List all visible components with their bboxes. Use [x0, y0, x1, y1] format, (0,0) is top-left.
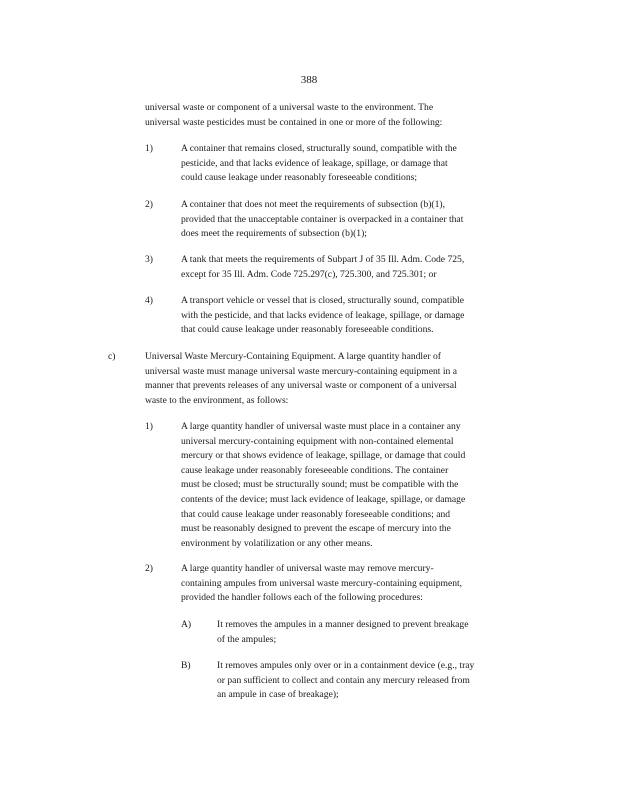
- item-line: A large quantity handler of universal waste may remove mercury-: [181, 563, 434, 574]
- procedure-line: an ampule in case of breakage);: [217, 689, 339, 701]
- item-line: except for 35 Ill. Adm. Code 725.297(c), 725.300, and 725.301; or: [181, 268, 437, 280]
- item-line: containing ampules from universal waste mercury-containing equipment,: [181, 577, 463, 589]
- procedure-label: A): [181, 619, 192, 630]
- intro-line: universal waste or component of a universal waste to the environment. The: [145, 102, 434, 113]
- pesticide-item-1: [181, 142, 527, 186]
- item-line: A transport vehicle or vessel that is closed, structurally sound, compatible: [181, 295, 464, 306]
- item-line: cause leakage under reasonably foreseeable conditions. The container: [181, 464, 449, 476]
- item-label: 1): [145, 143, 153, 154]
- item-line: provided the handler follows each of the following procedures:: [181, 592, 423, 604]
- item-line: must be reasonably designed to prevent the escape of mercury into the: [181, 523, 451, 535]
- item-label: 1): [145, 421, 153, 432]
- item-line: pesticide, and that lacks evidence of leakage, spillage, or damage that: [181, 157, 448, 169]
- section-line: Universal Waste Mercury-Containing Equipment. A large quantity handler of: [145, 351, 441, 362]
- item-line: universal mercury-containing equipment with non-contained elemental: [181, 435, 454, 447]
- intro-line: universal waste pesticides must be contained in one or more of the following:: [145, 116, 443, 128]
- item-line: mercury or that shows evidence of leakage, spillage, or damage that could: [181, 450, 466, 462]
- item-line: provided that the unacceptable container is overpacked in a container that: [181, 213, 464, 225]
- mercury-item-1: [181, 420, 536, 551]
- section-c-paragraph: [145, 350, 537, 408]
- item-line: could cause leakage under reasonably foreseeable conditions;: [181, 172, 418, 184]
- item-line: A tank that meets the requirements of Subpart J of 35 Ill. Adm. Code 725,: [181, 254, 465, 265]
- page-number: 388: [300, 74, 318, 86]
- item-label: 2): [145, 199, 153, 210]
- item-line: A container that does not meet the requirements of subsection (b)(1),: [181, 199, 446, 210]
- procedure-b: [217, 659, 535, 703]
- item-label: 2): [145, 563, 153, 574]
- item-line: that could cause leakage under reasonably foreseeable conditions.: [181, 324, 434, 336]
- item-label: 3): [145, 254, 153, 265]
- item-line: A large quantity handler of universal waste must place in a container any: [181, 421, 461, 432]
- procedure-line: or pan sufficient to collect and contain any mercury released from: [217, 674, 470, 686]
- pesticide-item-3: [181, 253, 536, 282]
- item-line: must be closed; must be structurally sound; must be compatible with the: [181, 479, 459, 491]
- section-line: universal waste must manage universal waste mercury-containing equipment in a: [145, 365, 457, 377]
- procedure-label: B): [181, 660, 191, 671]
- pesticide-item-2: [181, 198, 531, 242]
- item-line: with the pesticide, and that lacks evidence of leakage, spillage, or damage: [181, 309, 465, 321]
- item-line: contents of the device; must lack evidence of leakage, spillage, or damage: [181, 493, 466, 505]
- item-line: does meet the requirements of subsection (b)(1);: [181, 228, 367, 240]
- section-line: manner that prevents releases of any universal waste or component of a universal: [145, 380, 457, 392]
- section-label: c): [108, 351, 116, 362]
- section-line: waste to the environment, as follows:: [145, 394, 289, 406]
- procedure-line: of the ampules;: [217, 633, 277, 645]
- procedure-line: It removes ampules only over or in a containment device (e.g., tray: [217, 660, 475, 671]
- intro-paragraph: [145, 101, 513, 130]
- pesticide-item-4: [181, 294, 533, 338]
- procedure-a: [217, 618, 525, 647]
- item-line: that could cause leakage under reasonably foreseeable conditions; and: [181, 508, 451, 520]
- item-line: environment by volatilization or any other means.: [181, 537, 373, 549]
- procedure-line: It removes the ampules in a manner designed to prevent breakage: [217, 619, 469, 630]
- item-label: 4): [145, 295, 153, 306]
- mercury-item-2: [181, 562, 526, 606]
- item-line: A container that remains closed, structurally sound, compatible with the: [181, 143, 457, 154]
